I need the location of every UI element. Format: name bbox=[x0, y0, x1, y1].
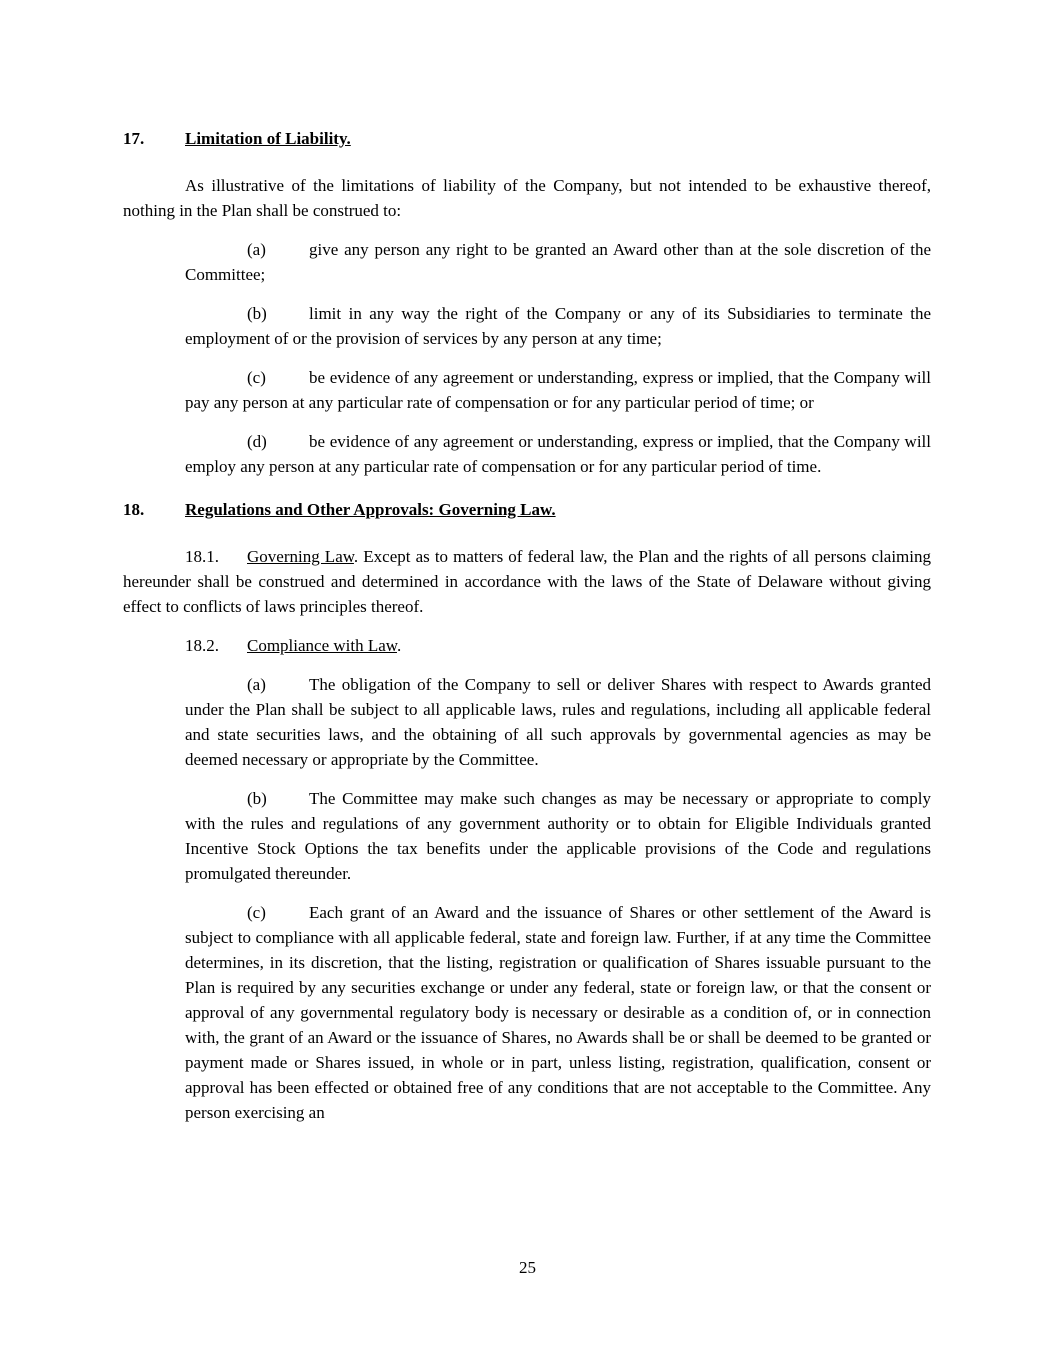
list-item-182c-label: (c) bbox=[247, 903, 266, 922]
list-item-17a-label: (a) bbox=[247, 240, 266, 259]
list-item-182a bbox=[185, 672, 931, 772]
list-item-17d-text: be evidence of any agreement or understanding, express or implied, that the Company will employ any person at any particular rate of compensation or for any particular period of time. bbox=[185, 432, 931, 476]
list-item-182b-label: (b) bbox=[247, 789, 267, 808]
section-17-number: 17. bbox=[123, 129, 145, 148]
subsection-18-2 bbox=[123, 633, 931, 658]
list-item-182a-label: (a) bbox=[247, 675, 266, 694]
list-item-182a-text: The obligation of the Company to sell or deliver Shares with respect to Awards granted under the Plan shall be subject to all applicable laws, rules and regulations, including all applicable federal and state securities laws, and the obtaining of all such approvals by governmental agencies as may be deemed necessary or appropriate by the Committee. bbox=[185, 675, 931, 769]
list-item-17b-label: (b) bbox=[247, 304, 267, 323]
list-item-17c-label: (c) bbox=[247, 368, 266, 387]
list-item-182c bbox=[185, 900, 931, 1125]
list-item-17a-text: give any person any right to be granted an Award other than at the sole discretion of the Committee; bbox=[185, 240, 931, 284]
section-18-title: Regulations and Other Approvals: Governing Law. bbox=[185, 500, 556, 519]
page-number: 25 bbox=[519, 1258, 536, 1277]
list-item-17b bbox=[185, 301, 931, 351]
list-item-17b-text: limit in any way the right of the Company or any of its Subsidiaries to terminate the employment of or the provision of services by any person at any time; bbox=[185, 304, 931, 348]
subsection-18-2-title: Compliance with Law bbox=[247, 636, 397, 655]
list-item-17d-label: (d) bbox=[247, 432, 267, 451]
list-item-182c-text: Each grant of an Award and the issuance of Shares or other settlement of the Award is subject to compliance with all applicable federal, state and foreign law. Further, if at any time the Committee determines, in its discretion, that the listing, registration or qualification of Shares issuable pursuant to the Plan is required by any securities exchange or under any federal, state or foreign law, or that the consent or approval of any governmental regulatory body is necessary or desirable as a condition of, or in connection with, the grant of an Award or the issuance of Shares, no Awards shall be or shall be deemed to be granted or payment made or Shares issued, in whole or in part, unless listing, registration, qualification, consent or approval has been effected or obtained free of any conditions that are not acceptable to the Committee. Any person exercising an bbox=[185, 903, 931, 1122]
list-item-17c-text: be evidence of any agreement or understanding, express or implied, that the Company will pay any person at any particular rate of compensation or for any particular period of time; or bbox=[185, 368, 931, 412]
list-item-17a bbox=[185, 237, 931, 287]
subsection-18-2-period: . bbox=[396, 636, 402, 655]
list-item-182b-text: The Committee may make such changes as may be necessary or appropriate to comply with the rules and regulations of any government authority or to obtain for Eligible Individuals granted Incentive Stock Options the tax benefits under the applicable provisions of the Code and regulations promulgated thereunder. bbox=[185, 789, 931, 883]
subsection-18-2-number: 18.2. bbox=[185, 636, 219, 655]
section-18-number: 18. bbox=[123, 500, 145, 519]
list-item-182b bbox=[185, 786, 931, 886]
subsection-18-1-number: 18.1. bbox=[185, 547, 219, 566]
subsection-18-1-title: Governing Law bbox=[247, 547, 354, 566]
section-18-heading bbox=[123, 497, 931, 522]
subsection-18-1 bbox=[123, 544, 931, 619]
list-item-17c bbox=[185, 365, 931, 415]
section-17-heading bbox=[123, 126, 931, 151]
list-item-17d bbox=[185, 429, 931, 479]
subsection-18-1-text: . Except as to matters of federal law, the Plan and the rights of all persons claiming hereunder shall be construed and determined in accordance with the laws of the State of Delaware without giving effect to conflicts of laws principles thereof. bbox=[123, 547, 932, 616]
section-17-intro-paragraph: As illustrative of the limitations of liability of the Company, but not intended to be exhaustive thereof, nothing in the Plan shall be construed to: bbox=[123, 176, 931, 220]
section-17-title: Limitation of Liability. bbox=[185, 129, 351, 148]
